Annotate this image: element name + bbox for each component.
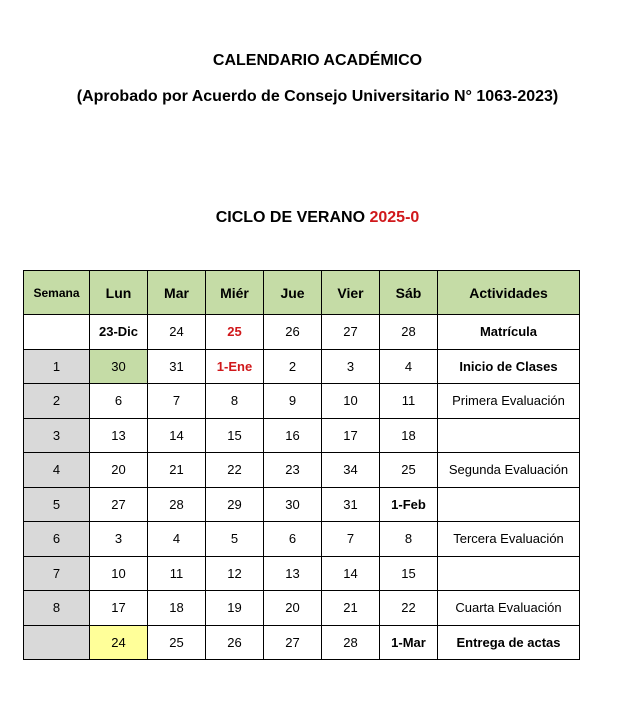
activity-cell	[438, 487, 580, 522]
cycle-code: 2025-0	[369, 209, 420, 226]
header-mar: Mar	[148, 271, 206, 315]
activity-cell: Matrícula	[438, 315, 580, 350]
day-cell: 30	[264, 487, 322, 522]
approval-subtitle: (Aprobado por Acuerdo de Consejo Universitario N° 1063-2023)	[76, 88, 559, 105]
day-cell: 8	[206, 384, 264, 419]
day-cell: 6	[90, 384, 148, 419]
header-lun: Lun	[90, 271, 148, 315]
table-row	[24, 453, 580, 488]
week-cell: 2	[24, 384, 90, 419]
day-cell: 23	[264, 453, 322, 488]
day-cell: 26	[206, 625, 264, 660]
day-cell: 3	[322, 349, 380, 384]
day-cell: 31	[322, 487, 380, 522]
day-cell: 24	[148, 315, 206, 350]
day-cell: 1-Feb	[380, 487, 438, 522]
cycle-label: CICLO DE VERANO	[215, 209, 366, 226]
day-cell: 11	[148, 556, 206, 591]
calendar-table	[23, 270, 580, 660]
day-cell: 10	[322, 384, 380, 419]
day-cell: 34	[322, 453, 380, 488]
header-jue: Jue	[264, 271, 322, 315]
day-cell: 10	[90, 556, 148, 591]
day-cell: 3	[90, 522, 148, 557]
activity-cell: Segunda Evaluación	[438, 453, 580, 488]
day-cell: 17	[322, 418, 380, 453]
table-row	[24, 418, 580, 453]
day-cell: 25	[206, 315, 264, 350]
day-cell: 26	[264, 315, 322, 350]
activity-cell: Inicio de Clases	[438, 349, 580, 384]
day-cell: 19	[206, 591, 264, 626]
table-row	[24, 522, 580, 557]
activity-cell: Tercera Evaluación	[438, 522, 580, 557]
day-cell: 7	[322, 522, 380, 557]
week-cell	[24, 625, 90, 660]
day-cell: 21	[322, 591, 380, 626]
day-cell: 30	[90, 349, 148, 384]
day-cell: 20	[264, 591, 322, 626]
activity-cell	[438, 418, 580, 453]
week-cell: 5	[24, 487, 90, 522]
header-row	[24, 271, 580, 315]
day-cell: 22	[380, 591, 438, 626]
header-sab: Sáb	[380, 271, 438, 315]
day-cell: 24	[90, 625, 148, 660]
activity-cell: Entrega de actas	[438, 625, 580, 660]
page-title: CALENDARIO ACADÉMICO	[212, 52, 423, 69]
week-cell: 7	[24, 556, 90, 591]
day-cell: 29	[206, 487, 264, 522]
activity-cell: Cuarta Evaluación	[438, 591, 580, 626]
day-cell: 1-Ene	[206, 349, 264, 384]
day-cell: 20	[90, 453, 148, 488]
day-cell: 27	[264, 625, 322, 660]
table-row	[24, 315, 580, 350]
week-cell: 6	[24, 522, 90, 557]
table-row	[24, 384, 580, 419]
day-cell: 6	[264, 522, 322, 557]
header-semana: Semana	[24, 271, 90, 315]
day-cell: 21	[148, 453, 206, 488]
day-cell: 27	[322, 315, 380, 350]
day-cell: 1-Mar	[380, 625, 438, 660]
day-cell: 31	[148, 349, 206, 384]
activity-cell: Primera Evaluación	[438, 384, 580, 419]
day-cell: 25	[148, 625, 206, 660]
day-cell: 11	[380, 384, 438, 419]
day-cell: 28	[148, 487, 206, 522]
day-cell: 5	[206, 522, 264, 557]
table-row	[24, 625, 580, 660]
day-cell: 16	[264, 418, 322, 453]
day-cell: 12	[206, 556, 264, 591]
day-cell: 14	[322, 556, 380, 591]
header-mier: Miér	[206, 271, 264, 315]
header-vier: Vier	[322, 271, 380, 315]
day-cell: 8	[380, 522, 438, 557]
week-cell: 4	[24, 453, 90, 488]
day-cell: 13	[90, 418, 148, 453]
day-cell: 25	[380, 453, 438, 488]
day-cell: 4	[380, 349, 438, 384]
day-cell: 15	[380, 556, 438, 591]
cycle-heading	[0, 209, 635, 227]
day-cell: 9	[264, 384, 322, 419]
week-cell: 8	[24, 591, 90, 626]
week-cell: 3	[24, 418, 90, 453]
day-cell: 28	[322, 625, 380, 660]
day-cell: 23-Dic	[90, 315, 148, 350]
day-cell: 18	[148, 591, 206, 626]
activity-cell	[438, 556, 580, 591]
day-cell: 17	[90, 591, 148, 626]
table-row	[24, 349, 580, 384]
day-cell: 4	[148, 522, 206, 557]
day-cell: 15	[206, 418, 264, 453]
day-cell: 2	[264, 349, 322, 384]
day-cell: 7	[148, 384, 206, 419]
day-cell: 27	[90, 487, 148, 522]
day-cell: 14	[148, 418, 206, 453]
header-actividades: Actividades	[438, 271, 580, 315]
day-cell: 22	[206, 453, 264, 488]
day-cell: 28	[380, 315, 438, 350]
week-cell	[24, 315, 90, 350]
table-row	[24, 591, 580, 626]
table-row	[24, 487, 580, 522]
day-cell: 13	[264, 556, 322, 591]
table-row	[24, 556, 580, 591]
week-cell: 1	[24, 349, 90, 384]
day-cell: 18	[380, 418, 438, 453]
